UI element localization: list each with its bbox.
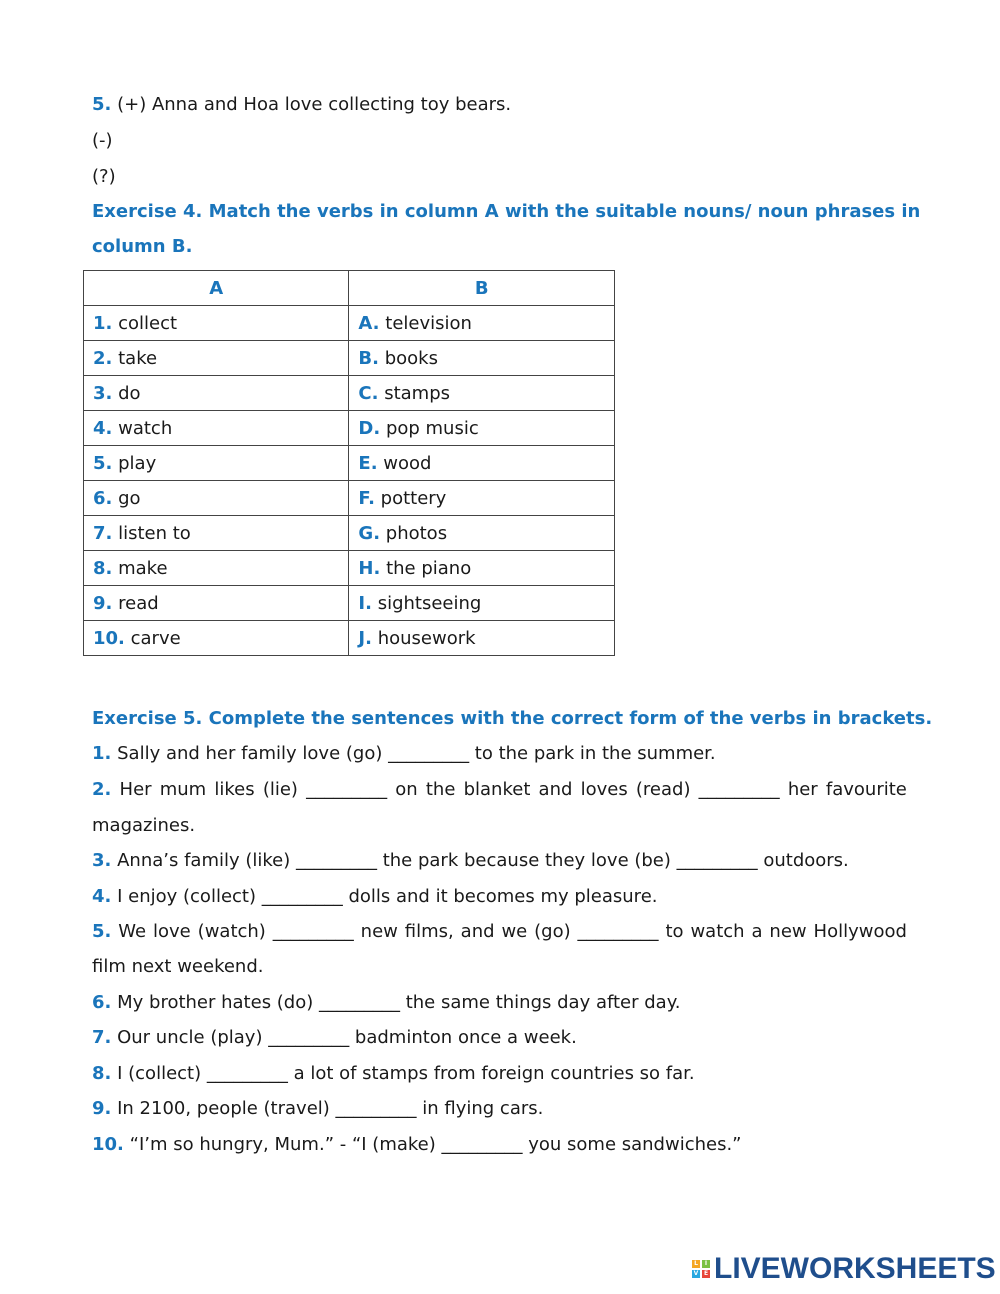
sentence-word: love [153, 921, 191, 942]
item-text: sightseeing [377, 592, 482, 614]
item-text: the piano [386, 557, 472, 579]
item-label: 7. [93, 522, 113, 544]
item-text: listen to [118, 522, 191, 544]
sentence-word: Her [119, 779, 152, 800]
item-text: wood [383, 452, 432, 474]
column-b-cell [349, 586, 615, 621]
sentence-text: I (collect) _________ a lot of stamps from foreign countries so far. [117, 1063, 695, 1084]
item-text: do [118, 382, 141, 404]
item-text: collect [118, 312, 178, 334]
sentence-word: watch [690, 921, 745, 942]
sentence-2 [92, 778, 907, 802]
sentence-text: Sally and her family love (go) _________ to the park in the summer. [117, 743, 716, 764]
sentence-text: I enjoy (collect) _________ dolls and it becomes my pleasure. [117, 886, 658, 907]
item-text: watch [118, 417, 173, 439]
liveworksheets-logo [692, 1253, 996, 1285]
column-a-cell [84, 341, 349, 376]
sentence-word: _________ [698, 779, 780, 800]
logo-text: LIVEWORKSHEETS [714, 1252, 996, 1285]
item-text: books [384, 347, 438, 369]
sentence-word: blanket [463, 779, 531, 800]
sentence-word: (read) [635, 779, 691, 800]
column-a-cell [84, 586, 349, 621]
column-a-cell [84, 446, 349, 481]
item-text: stamps [384, 382, 451, 404]
sentence-3 [92, 849, 849, 873]
sentence-5-continued: film next weekend. [92, 956, 264, 977]
column-b-cell [349, 376, 615, 411]
sentence-word: likes [214, 779, 255, 800]
sentence-word: new [769, 921, 807, 942]
sentence-number: 1. [92, 743, 112, 764]
sentence-word: _________ [272, 921, 354, 942]
sentence-word: the [425, 779, 456, 800]
column-a-cell [84, 306, 349, 341]
item-label: 9. [93, 592, 113, 614]
column-a-cell [84, 481, 349, 516]
sentence-2-continued: magazines. [92, 815, 196, 836]
column-b-cell [349, 341, 615, 376]
sentence-number: 6. [92, 992, 112, 1013]
logo-square: I [702, 1260, 710, 1268]
item-text: pop music [385, 417, 479, 439]
exercise3-item-5 [92, 93, 511, 117]
sentence-number: 5. [92, 921, 112, 942]
sentence-word: a [751, 921, 763, 942]
sentence-word: (go) [534, 921, 571, 942]
matching-table [83, 270, 615, 656]
sentence-word: films, [404, 921, 454, 942]
item-label: C. [358, 382, 379, 404]
table-row [84, 481, 615, 516]
sentence-9 [92, 1097, 543, 1121]
sentence-word: we [501, 921, 528, 942]
logo-icon [692, 1260, 710, 1278]
sentence-word: mum [159, 779, 207, 800]
column-a-cell [84, 551, 349, 586]
item-label: I. [358, 592, 372, 614]
sentence-number: 7. [92, 1027, 112, 1048]
exercise5-heading: Exercise 5. Complete the sentences with the correct form of the verbs in brackets. [92, 708, 933, 729]
sentence-word: her [787, 779, 818, 800]
sentence-word: We [118, 921, 147, 942]
sentence-number: 2. [92, 779, 112, 800]
logo-square: L [692, 1260, 700, 1268]
sentence-10 [92, 1133, 742, 1157]
sentence-word: (watch) [197, 921, 266, 942]
column-b-cell [349, 516, 615, 551]
sentence-word: new [360, 921, 398, 942]
table-row [84, 551, 615, 586]
sentence-word: and [460, 921, 495, 942]
table-row [84, 516, 615, 551]
table-row [84, 586, 615, 621]
item-label: A. [358, 312, 380, 334]
sentence-word: and [538, 779, 573, 800]
sentence-7 [92, 1026, 577, 1050]
item-label: 5. [93, 452, 113, 474]
table-row [84, 341, 615, 376]
sentence-6 [92, 991, 681, 1015]
table-header-row [84, 271, 615, 306]
item-text: play [118, 452, 157, 474]
logo-square: E [703, 1270, 709, 1277]
item-text: take [118, 347, 158, 369]
item-text: pottery [380, 487, 447, 509]
sentence-text: Our uncle (play) _________ badminton once a week. [117, 1027, 577, 1048]
sentence-number: 10. [92, 1134, 124, 1155]
table-row [84, 411, 615, 446]
sentence-number: 3. [92, 850, 112, 871]
column-b-cell [349, 621, 615, 656]
sentence-text: “I’m so hungry, Mum.” - “I (make) _________ you some sandwiches.” [129, 1134, 742, 1155]
item-label: D. [358, 417, 381, 439]
item-label: 10. [93, 627, 125, 649]
sentence-word: on [395, 779, 418, 800]
sentence-word: _________ [577, 921, 659, 942]
item-text: read [118, 592, 159, 614]
sentence-word: to [665, 921, 684, 942]
item-text: housework [377, 627, 476, 649]
exercise4-heading-cont: column B. [92, 236, 193, 257]
item-label: G. [358, 522, 381, 544]
logo-square: V [693, 1270, 699, 1277]
item-label: H. [358, 557, 381, 579]
column-a-header: A [84, 271, 349, 306]
item-label: 4. [93, 417, 113, 439]
table-row [84, 376, 615, 411]
item-label: 3. [93, 382, 113, 404]
sentence-text: Anna’s family (like) _________ the park because they love (be) _________ outdoors. [117, 850, 849, 871]
sentence-8 [92, 1062, 695, 1086]
sentence-text: In 2100, people (travel) _________ in flying cars. [117, 1098, 544, 1119]
sentence-text: My brother hates (do) _________ the same things day after day. [117, 992, 681, 1013]
item-number: 5. [92, 94, 112, 115]
column-a-cell [84, 516, 349, 551]
item-text: photos [385, 522, 448, 544]
sentence-1 [92, 742, 716, 766]
sentence-word: Hollywood [813, 921, 907, 942]
sentence-number: 8. [92, 1063, 112, 1084]
table-row [84, 306, 615, 341]
sentence-word: favourite [825, 779, 907, 800]
column-a-cell [84, 411, 349, 446]
column-a-cell [84, 621, 349, 656]
item-text: go [118, 487, 141, 509]
column-a-cell [84, 376, 349, 411]
item-label: J. [358, 627, 372, 649]
item-label: 1. [93, 312, 113, 334]
table-row [84, 621, 615, 656]
positive-sentence: (+) Anna and Hoa love collecting toy bears. [117, 94, 512, 115]
column-b-cell [349, 481, 615, 516]
exercise4-heading: Exercise 4. Match the verbs in column A with the suitable nouns/ noun phrases in [92, 201, 921, 222]
sentence-word: loves [580, 779, 628, 800]
sentence-word: (lie) [262, 779, 298, 800]
sentence-number: 4. [92, 886, 112, 907]
negative-line: (-) [92, 130, 113, 151]
column-b-cell [349, 411, 615, 446]
item-label: B. [358, 347, 379, 369]
column-b-cell [349, 551, 615, 586]
sentence-word: _________ [306, 779, 388, 800]
item-text: carve [130, 627, 181, 649]
item-label: 6. [93, 487, 113, 509]
column-b-cell [349, 446, 615, 481]
column-b-header: B [349, 271, 615, 306]
item-label: 2. [93, 347, 113, 369]
item-label: 8. [93, 557, 113, 579]
item-text: television [385, 312, 472, 334]
table-row [84, 446, 615, 481]
column-b-cell [349, 306, 615, 341]
sentence-number: 9. [92, 1098, 112, 1119]
item-label: E. [358, 452, 378, 474]
item-text: make [118, 557, 168, 579]
sentence-5 [92, 920, 907, 944]
item-label: F. [358, 487, 375, 509]
sentence-4 [92, 885, 658, 909]
question-line: (?) [92, 166, 116, 187]
